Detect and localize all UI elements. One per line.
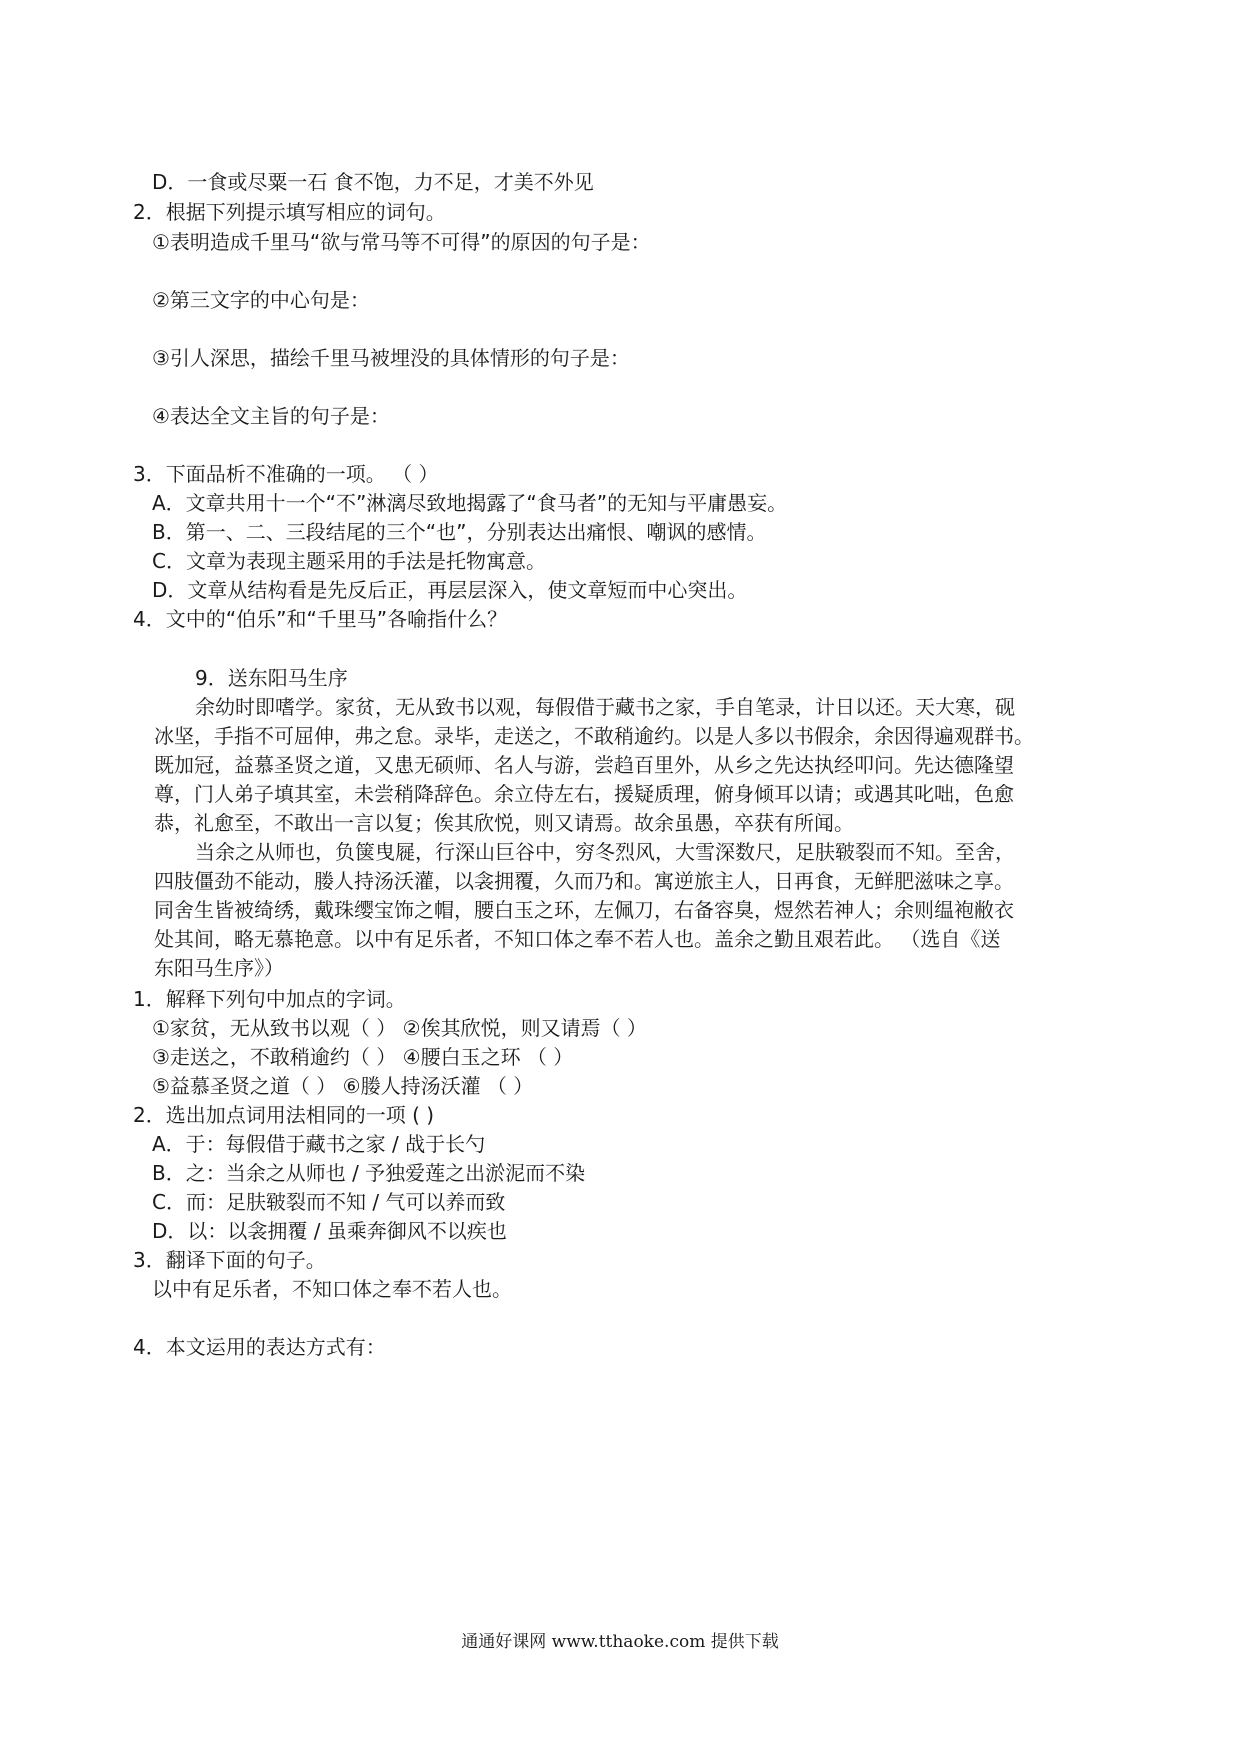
section-9-question-2-option: C．而：足肤皲裂而不知 / 气可以养而致 xyxy=(152,1190,506,1214)
passage-line: 余幼时即嗜学。家贫，无从致书以观，每假借于藏书之家，手自笔录，计日以还。天大寒，砚 xyxy=(195,695,1015,719)
question-4-prompt: 4．文中的“伯乐”和“千里马”各喻指什么？ xyxy=(133,607,508,631)
question-3-option: D．文章从结构看是先反后正，再层层深入，使文章短而中心突出。 xyxy=(152,578,748,602)
question-2-item: ②第三文字的中心句是： xyxy=(152,288,370,312)
question-3-option: C．文章为表现主题采用的手法是托物寓意。 xyxy=(152,549,546,573)
section-9-question-3-prompt: 3．翻译下面的句子。 xyxy=(133,1248,326,1272)
passage-line: 四肢僵劲不能动，媵人持汤沃灌，以衾拥覆，久而乃和。寓逆旅主人，日再食，无鲜肥滋味之享。 xyxy=(154,869,1014,893)
section-9-question-2-option: B．之：当余之从师也 / 予独爱莲之出淤泥而不染 xyxy=(152,1161,586,1185)
question-3-option: A．文章共用十一个“不”淋漓尽致地揭露了“食马者”的无知与平庸愚妄。 xyxy=(152,491,788,515)
passage-line: 当余之从师也，负箧曳屣，行深山巨谷中，穷冬烈风，大雪深数尺，足肤皲裂而不知。至舍， xyxy=(195,840,1015,864)
passage-line: 尊，门人弟子填其室，未尝稍降辞色。余立侍左右，援疑质理，俯身倾耳以请；或遇其叱咄，色愈 xyxy=(154,782,1014,806)
section-9-question-2-option: A．于：每假借于藏书之家 / 战于长勺 xyxy=(152,1132,486,1156)
passage-line: 冰坚，手指不可屈伸，弗之怠。录毕，走送之，不敢稍逾约。以是人多以书假余，余因得遍观群书。 xyxy=(154,724,1034,748)
page-footer: 通通好课网 www.tthaoke.com 提供下载 xyxy=(461,1632,779,1652)
passage-line: 处其间，略无慕艳意。以中有足乐者，不知口体之奉不若人也。盖余之勤且艰若此。 （选自《送 xyxy=(154,927,1001,951)
question-2-item: ③引人深思，描绘千里马被埋没的具体情形的句子是： xyxy=(152,346,630,370)
passage-line: 恭，礼愈至，不敢出一言以复；俟其欣悦，则又请焉。故余虽愚，卒获有所闻。 xyxy=(154,811,854,835)
section-9-question-2-prompt: 2．选出加点词用法相同的一项 ( ) xyxy=(133,1103,435,1127)
section-9-question-1-prompt: 1．解释下列句中加点的字词。 xyxy=(133,987,406,1011)
question-2-item: ①表明造成千里马“欲与常马等不可得”的原因的句子是： xyxy=(152,230,651,254)
section-9-question-4-prompt: 4．本文运用的表达方式有： xyxy=(133,1335,386,1359)
section-9-question-1-row: ③走送之，不敢稍逾约（ ） ④腰白玉之环 （ ） xyxy=(152,1045,574,1069)
question-2-prompt: 2．根据下列提示填写相应的词句。 xyxy=(133,200,446,224)
question-3-option: B．第一、二、三段结尾的三个“也”，分别表达出痛恨、嘲讽的感情。 xyxy=(152,520,767,544)
section-9-question-1-row: ⑤益慕圣贤之道（ ） ⑥媵人持汤沃灌 （ ） xyxy=(152,1074,534,1098)
passage-line: 同舍生皆被绮绣，戴珠缨宝饰之帽，腰白玉之环，左佩刀，右备容臭，煜然若神人；余则缊袍敝衣 xyxy=(154,898,1014,922)
section-9-question-1-row: ①家贫，无从致书以观（ ） ②俟其欣悦，则又请焉（ ） xyxy=(152,1016,647,1040)
passage-line: 东阳马生序》） xyxy=(154,956,284,980)
question-1-option-d: D．一食或尽粟一石 食不饱，力不足，才美不外见 xyxy=(152,170,594,194)
section-9-title: 9．送东阳马生序 xyxy=(195,666,348,690)
question-2-item: ④表达全文主旨的句子是： xyxy=(152,404,390,428)
question-3-prompt: 3．下面品析不准确的一项。 （ ） xyxy=(133,462,439,486)
section-9-question-3-sentence: 以中有足乐者，不知口体之奉不若人也。 xyxy=(152,1277,512,1301)
passage-line: 既加冠，益慕圣贤之道，又患无硕师、名人与游，尝趋百里外，从乡之先达执经叩问。先达德隆望 xyxy=(154,753,1014,777)
section-9-question-2-option: D．以：以衾拥覆 / 虽乘奔御风不以疾也 xyxy=(152,1219,507,1243)
